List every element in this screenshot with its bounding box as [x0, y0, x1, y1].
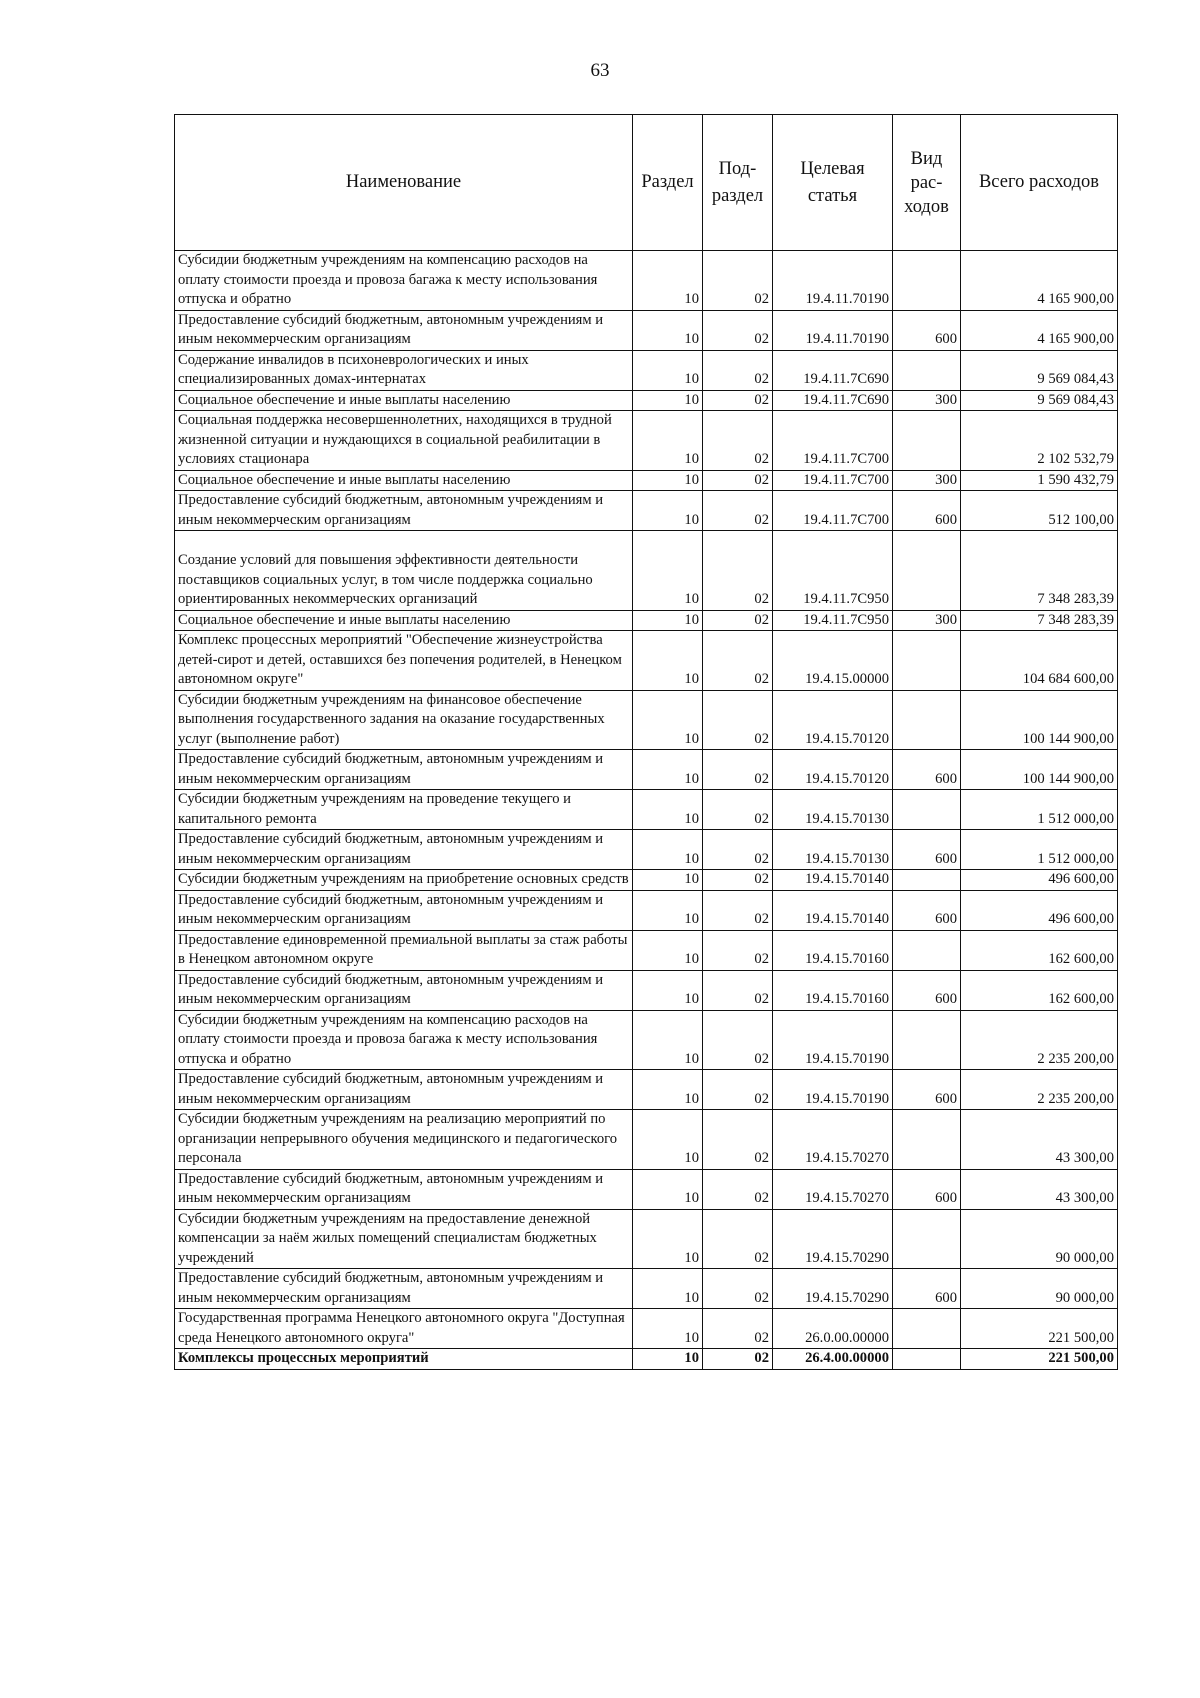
- row-podrazdel: 02: [703, 350, 773, 390]
- row-name: Предоставление субсидий бюджетным, автономным учреждениям и иным некоммерческим организациям: [175, 970, 633, 1010]
- table-row: [175, 790, 1118, 830]
- row-name: Субсидии бюджетным учреждениям на компенсацию расходов на оплату стоимости проезда и провоза багажа к месту использования отпуска и обратно: [175, 1010, 633, 1070]
- row-total: 104 684 600,00: [961, 631, 1118, 691]
- row-name: Предоставление субсидий бюджетным, автономным учреждениям и иным некоммерческим организациям: [175, 491, 633, 531]
- table-row: [175, 930, 1118, 970]
- row-podrazdel: 02: [703, 610, 773, 631]
- row-total: 9 569 084,43: [961, 350, 1118, 390]
- row-razdel: 10: [633, 390, 703, 411]
- row-statya: 19.4.15.70270: [773, 1169, 893, 1209]
- row-razdel: 10: [633, 411, 703, 471]
- row-vid: 600: [893, 1269, 961, 1309]
- row-podrazdel: 02: [703, 1309, 773, 1349]
- table-row: [175, 1349, 1118, 1370]
- row-vid: 300: [893, 470, 961, 491]
- row-statya: 19.4.15.70290: [773, 1269, 893, 1309]
- row-vid: 600: [893, 890, 961, 930]
- table-row: [175, 1070, 1118, 1110]
- row-total: 2 235 200,00: [961, 1010, 1118, 1070]
- row-statya: 19.4.15.70190: [773, 1010, 893, 1070]
- row-vid: [893, 1309, 961, 1349]
- row-total: 1 590 432,79: [961, 470, 1118, 491]
- row-name: Комплексы процессных мероприятий: [175, 1349, 633, 1370]
- row-vid: 600: [893, 750, 961, 790]
- row-statya: 19.4.15.70190: [773, 1070, 893, 1110]
- row-statya: 19.4.15.70130: [773, 830, 893, 870]
- header-name: Наименование: [175, 115, 633, 251]
- row-name: Предоставление субсидий бюджетным, автономным учреждениям и иным некоммерческим организациям: [175, 1169, 633, 1209]
- row-total: 2 102 532,79: [961, 411, 1118, 471]
- table-row: [175, 1110, 1118, 1170]
- row-vid: [893, 531, 961, 611]
- row-podrazdel: 02: [703, 970, 773, 1010]
- row-statya: 19.4.11.7С690: [773, 390, 893, 411]
- row-razdel: 10: [633, 930, 703, 970]
- row-total: 221 500,00: [961, 1349, 1118, 1370]
- row-vid: [893, 350, 961, 390]
- row-podrazdel: 02: [703, 830, 773, 870]
- header-podrazdel: Под- раздел: [703, 115, 773, 251]
- row-name: Социальное обеспечение и иные выплаты населению: [175, 470, 633, 491]
- row-name: Предоставление субсидий бюджетным, автономным учреждениям и иным некоммерческим организациям: [175, 310, 633, 350]
- row-name: Предоставление субсидий бюджетным, автономным учреждениям и иным некоммерческим организациям: [175, 890, 633, 930]
- row-name: Содержание инвалидов в психоневрологических и иных специализированных домах-интернатах: [175, 350, 633, 390]
- table-row: [175, 870, 1118, 891]
- row-razdel: 10: [633, 690, 703, 750]
- row-razdel: 10: [633, 1269, 703, 1309]
- row-statya: 19.4.15.70130: [773, 790, 893, 830]
- row-statya: 19.4.15.70120: [773, 750, 893, 790]
- row-razdel: 10: [633, 470, 703, 491]
- row-total: 512 100,00: [961, 491, 1118, 531]
- row-total: 1 512 000,00: [961, 790, 1118, 830]
- row-podrazdel: 02: [703, 491, 773, 531]
- table-row: [175, 970, 1118, 1010]
- table-row: [175, 1169, 1118, 1209]
- row-name: Социальная поддержка несовершеннолетних, находящихся в трудной жизненной ситуации и нуждающихся в социальной реабилитации в условиях стационара: [175, 411, 633, 471]
- row-name: Социальное обеспечение и иные выплаты населению: [175, 610, 633, 631]
- row-name: Государственная программа Ненецкого автономного округа "Доступная среда Ненецкого автономного округа": [175, 1309, 633, 1349]
- budget-table: [174, 114, 1118, 1370]
- row-podrazdel: 02: [703, 1349, 773, 1370]
- row-statya: 19.4.11.70190: [773, 310, 893, 350]
- row-name: Предоставление единовременной премиальной выплаты за стаж работы в Ненецком автономном округе: [175, 930, 633, 970]
- row-total: 90 000,00: [961, 1269, 1118, 1309]
- table-row: [175, 491, 1118, 531]
- row-vid: [893, 1209, 961, 1269]
- row-razdel: 10: [633, 1309, 703, 1349]
- row-razdel: 10: [633, 1070, 703, 1110]
- row-vid: 600: [893, 830, 961, 870]
- row-statya: 19.4.11.7С700: [773, 491, 893, 531]
- row-statya: 19.4.11.7С690: [773, 350, 893, 390]
- row-podrazdel: 02: [703, 390, 773, 411]
- row-statya: 19.4.15.70140: [773, 870, 893, 891]
- row-name: Предоставление субсидий бюджетным, автономным учреждениям и иным некоммерческим организациям: [175, 1070, 633, 1110]
- row-razdel: 10: [633, 830, 703, 870]
- row-podrazdel: 02: [703, 470, 773, 491]
- row-razdel: 10: [633, 350, 703, 390]
- row-vid: [893, 870, 961, 891]
- row-name: Субсидии бюджетным учреждениям на приобретение основных средств: [175, 870, 633, 891]
- row-razdel: 10: [633, 1209, 703, 1269]
- row-total: 221 500,00: [961, 1309, 1118, 1349]
- table-row: [175, 531, 1118, 611]
- row-name: Субсидии бюджетным учреждениям на реализацию мероприятий по организации непрерывного обучения медицинского и педагогического персонала: [175, 1110, 633, 1170]
- row-name: Предоставление субсидий бюджетным, автономным учреждениям и иным некоммерческим организациям: [175, 750, 633, 790]
- row-vid: [893, 631, 961, 691]
- row-vid: [893, 1349, 961, 1370]
- row-podrazdel: 02: [703, 890, 773, 930]
- row-vid: 600: [893, 1070, 961, 1110]
- row-statya: 19.4.15.70120: [773, 690, 893, 750]
- row-name: Субсидии бюджетным учреждениям на предоставление денежной компенсации за наём жилых помещений специалистам бюджетных учреждений: [175, 1209, 633, 1269]
- row-vid: 600: [893, 970, 961, 1010]
- table-row: [175, 470, 1118, 491]
- row-razdel: 10: [633, 750, 703, 790]
- table-row: [175, 631, 1118, 691]
- row-razdel: 10: [633, 251, 703, 311]
- header-row: [175, 115, 1118, 251]
- table-row: [175, 1010, 1118, 1070]
- row-total: 1 512 000,00: [961, 830, 1118, 870]
- row-podrazdel: 02: [703, 251, 773, 311]
- row-total: 43 300,00: [961, 1110, 1118, 1170]
- row-statya: 19.4.11.7С950: [773, 531, 893, 611]
- row-statya: 19.4.11.7С700: [773, 411, 893, 471]
- row-razdel: 10: [633, 790, 703, 830]
- row-vid: 600: [893, 491, 961, 531]
- row-statya: 19.4.15.00000: [773, 631, 893, 691]
- table-row: [175, 350, 1118, 390]
- row-podrazdel: 02: [703, 1110, 773, 1170]
- row-name: Комплекс процессных мероприятий "Обеспечение жизнеустройства детей-сирот и детей, оставшихся без попечения родителей, в Ненецком автономном округе": [175, 631, 633, 691]
- row-razdel: 10: [633, 870, 703, 891]
- row-total: 162 600,00: [961, 930, 1118, 970]
- row-razdel: 10: [633, 970, 703, 1010]
- table-row: [175, 1269, 1118, 1309]
- row-razdel: 10: [633, 531, 703, 611]
- row-razdel: 10: [633, 310, 703, 350]
- row-vid: 600: [893, 1169, 961, 1209]
- header-vid: Вид рас- ходов: [893, 115, 961, 251]
- row-razdel: 10: [633, 890, 703, 930]
- row-total: 90 000,00: [961, 1209, 1118, 1269]
- row-vid: [893, 930, 961, 970]
- row-podrazdel: 02: [703, 870, 773, 891]
- row-statya: 19.4.11.7С950: [773, 610, 893, 631]
- table-row: [175, 1209, 1118, 1269]
- row-podrazdel: 02: [703, 750, 773, 790]
- row-total: 7 348 283,39: [961, 610, 1118, 631]
- row-statya: 19.4.11.70190: [773, 251, 893, 311]
- row-podrazdel: 02: [703, 411, 773, 471]
- table-row: [175, 610, 1118, 631]
- row-vid: 300: [893, 610, 961, 631]
- row-podrazdel: 02: [703, 531, 773, 611]
- row-total: 100 144 900,00: [961, 750, 1118, 790]
- row-razdel: 10: [633, 1169, 703, 1209]
- row-statya: 19.4.15.70160: [773, 930, 893, 970]
- table-row: [175, 251, 1118, 311]
- row-podrazdel: 02: [703, 1269, 773, 1309]
- row-statya: 19.4.15.70140: [773, 890, 893, 930]
- row-vid: 300: [893, 390, 961, 411]
- table-row: [175, 690, 1118, 750]
- row-total: 162 600,00: [961, 970, 1118, 1010]
- row-vid: [893, 1010, 961, 1070]
- table-row: [175, 1309, 1118, 1349]
- row-podrazdel: 02: [703, 1010, 773, 1070]
- row-statya: 19.4.15.70160: [773, 970, 893, 1010]
- row-statya: 19.4.11.7С700: [773, 470, 893, 491]
- row-statya: 26.4.00.00000: [773, 1349, 893, 1370]
- table-row: [175, 890, 1118, 930]
- table-body: [175, 251, 1118, 1370]
- table-row: [175, 310, 1118, 350]
- row-podrazdel: 02: [703, 1070, 773, 1110]
- row-total: 4 165 900,00: [961, 251, 1118, 311]
- row-vid: [893, 690, 961, 750]
- header-total: Всего расходов: [961, 115, 1118, 251]
- row-total: 43 300,00: [961, 1169, 1118, 1209]
- row-total: 7 348 283,39: [961, 531, 1118, 611]
- row-total: 496 600,00: [961, 870, 1118, 891]
- row-vid: [893, 790, 961, 830]
- row-name: Субсидии бюджетным учреждениям на проведение текущего и капитального ремонта: [175, 790, 633, 830]
- table-row: [175, 390, 1118, 411]
- row-total: 2 235 200,00: [961, 1070, 1118, 1110]
- table-row: [175, 411, 1118, 471]
- row-vid: [893, 411, 961, 471]
- page-number: 63: [590, 60, 610, 81]
- row-vid: [893, 1110, 961, 1170]
- row-podrazdel: 02: [703, 1209, 773, 1269]
- row-razdel: 10: [633, 1349, 703, 1370]
- row-total: 100 144 900,00: [961, 690, 1118, 750]
- row-vid: [893, 251, 961, 311]
- row-razdel: 10: [633, 610, 703, 631]
- row-name: Создание условий для повышения эффективности деятельности поставщиков социальных услуг, в том числе поддержка социально ориентированных некоммерческих организаций: [175, 531, 633, 611]
- row-podrazdel: 02: [703, 930, 773, 970]
- row-name: Социальное обеспечение и иные выплаты населению: [175, 390, 633, 411]
- header-statya: Целевая статья: [773, 115, 893, 251]
- row-razdel: 10: [633, 1010, 703, 1070]
- row-total: 9 569 084,43: [961, 390, 1118, 411]
- row-statya: 26.0.00.00000: [773, 1309, 893, 1349]
- row-vid: 600: [893, 310, 961, 350]
- row-name: Предоставление субсидий бюджетным, автономным учреждениям и иным некоммерческим организациям: [175, 1269, 633, 1309]
- row-podrazdel: 02: [703, 1169, 773, 1209]
- row-podrazdel: 02: [703, 310, 773, 350]
- header-razdel: Раздел: [633, 115, 703, 251]
- row-total: 496 600,00: [961, 890, 1118, 930]
- row-podrazdel: 02: [703, 790, 773, 830]
- row-podrazdel: 02: [703, 631, 773, 691]
- table-row: [175, 830, 1118, 870]
- row-total: 4 165 900,00: [961, 310, 1118, 350]
- row-name: Предоставление субсидий бюджетным, автономным учреждениям и иным некоммерческим организациям: [175, 830, 633, 870]
- row-podrazdel: 02: [703, 690, 773, 750]
- row-name: Субсидии бюджетным учреждениям на компенсацию расходов на оплату стоимости проезда и провоза багажа к месту использования отпуска и обратно: [175, 251, 633, 311]
- row-statya: 19.4.15.70270: [773, 1110, 893, 1170]
- row-razdel: 10: [633, 1110, 703, 1170]
- table-row: [175, 750, 1118, 790]
- row-razdel: 10: [633, 491, 703, 531]
- row-razdel: 10: [633, 631, 703, 691]
- row-statya: 19.4.15.70290: [773, 1209, 893, 1269]
- row-name: Субсидии бюджетным учреждениям на финансовое обеспечение выполнения государственного задания на оказание государственных услуг (выполнение работ): [175, 690, 633, 750]
